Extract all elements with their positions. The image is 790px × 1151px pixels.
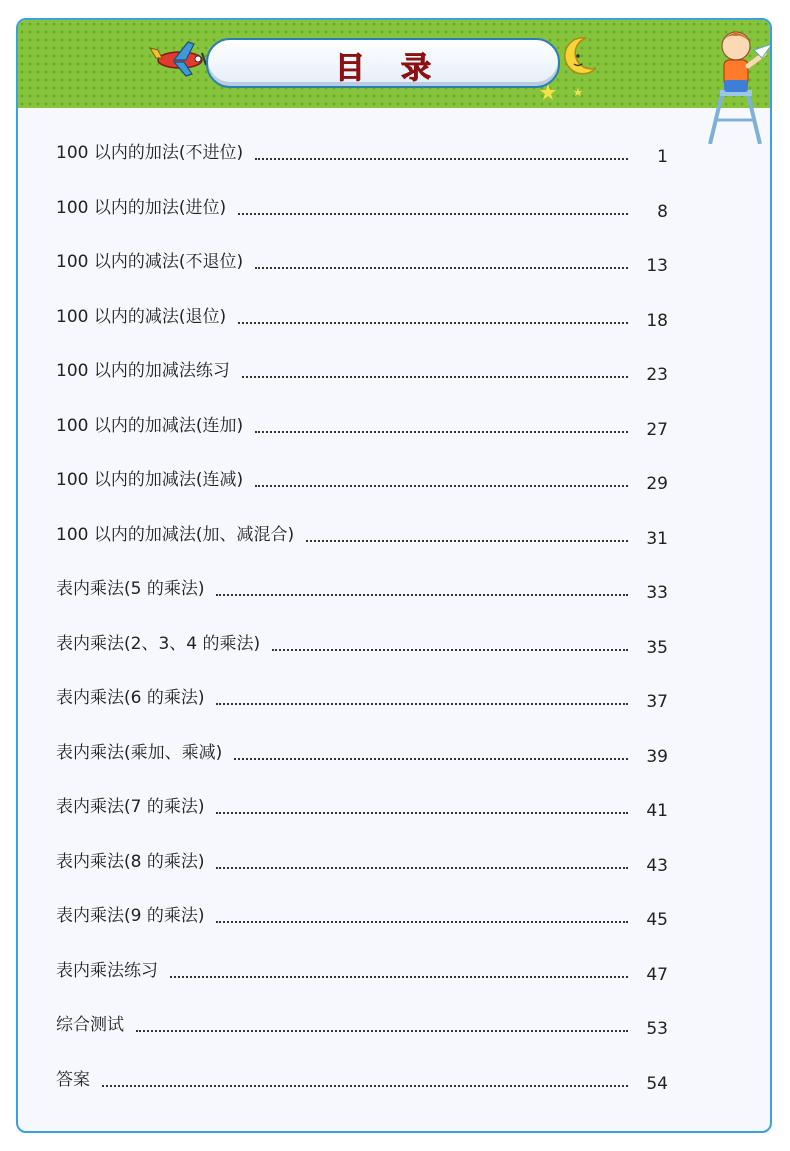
toc-entry-title: 100 以内的减法(不退位)	[56, 252, 244, 272]
toc-entry[interactable]	[56, 792, 668, 822]
toc-dot-leader	[136, 1030, 628, 1032]
toc-entry-title: 表内乘法(乘加、乘减)	[56, 742, 223, 763]
title-banner	[206, 38, 560, 88]
toc-dot-leader	[255, 158, 628, 160]
toc-entry[interactable]	[56, 629, 668, 659]
toc-entry-title: 综合测试	[56, 1015, 124, 1035]
toc-entry[interactable]	[56, 1065, 668, 1095]
toc-entry-title: 表内乘法练习	[56, 960, 158, 981]
toc-entry[interactable]	[56, 574, 668, 604]
toc-entry-title: 表内乘法(6 的乘法)	[56, 688, 205, 708]
toc-dot-leader	[255, 485, 628, 487]
toc-entry-page-number: 13	[646, 256, 668, 276]
toc-entry-page-number: 54	[646, 1073, 668, 1094]
toc-entry[interactable]	[56, 520, 668, 550]
toc-entry[interactable]	[56, 901, 668, 931]
toc-entry[interactable]	[56, 247, 668, 277]
toc-entry-page-number: 37	[646, 692, 668, 712]
toc-entry-page-number: 23	[646, 365, 668, 385]
toc-dot-leader	[216, 812, 628, 814]
toc-dot-leader	[216, 921, 628, 923]
toc-entry-title: 表内乘法(9 的乘法)	[56, 906, 205, 926]
toc-dot-leader	[238, 322, 628, 324]
toc-entry-title: 100 以内的减法(退位)	[56, 306, 227, 327]
toc-entry[interactable]	[56, 956, 668, 986]
toc-entry-page-number: 8	[657, 201, 668, 222]
toc-entry-title: 100 以内的加减法练习	[56, 361, 230, 381]
toc-entry-page-number: 53	[646, 1019, 668, 1039]
toc-entry-title: 表内乘法(5 的乘法)	[56, 579, 205, 599]
toc-entry[interactable]	[56, 683, 668, 713]
toc-entry-page-number: 35	[646, 637, 668, 658]
toc-entry[interactable]	[56, 411, 668, 441]
toc-dot-leader	[234, 758, 628, 760]
toc-entry[interactable]	[56, 138, 668, 168]
toc-entry-page-number: 31	[646, 528, 668, 549]
toc-dot-leader	[242, 376, 628, 378]
toc-entry-page-number: 41	[646, 801, 668, 821]
toc-dot-leader	[216, 867, 628, 869]
toc-entry-page-number: 1	[657, 147, 668, 167]
toc-dot-leader	[216, 594, 628, 596]
toc-entry-title: 表内乘法(8 的乘法)	[56, 851, 205, 872]
toc-entry-title: 100 以内的加法(不进位)	[56, 143, 244, 163]
star-icon	[538, 80, 598, 104]
toc-entry-page-number: 18	[646, 310, 668, 331]
page-title: 目录	[335, 51, 467, 86]
toc-dot-leader	[306, 540, 628, 542]
toc-dot-leader	[255, 267, 628, 269]
toc-entry-title: 答案	[56, 1069, 90, 1090]
toc-entry-title: 100 以内的加减法(加、减混合)	[56, 524, 295, 545]
header-band	[18, 20, 770, 108]
toc-entry[interactable]	[56, 193, 668, 223]
toc-entry-page-number: 43	[646, 855, 668, 876]
toc-entry[interactable]	[56, 1010, 668, 1040]
moon-icon	[556, 34, 600, 78]
boy-on-ladder-icon	[702, 24, 772, 144]
toc-dot-leader	[216, 703, 628, 705]
toc-entry[interactable]	[56, 738, 668, 768]
toc-dot-leader	[255, 431, 628, 433]
toc-entry[interactable]	[56, 847, 668, 877]
toc-entry-title: 表内乘法(7 的乘法)	[56, 797, 205, 817]
toc-entry-title: 表内乘法(2、3、4 的乘法)	[56, 633, 261, 654]
toc-entry-page-number: 29	[646, 474, 668, 494]
toc-dot-leader	[238, 213, 628, 215]
toc-entry-title: 100 以内的加减法(连减)	[56, 470, 244, 490]
toc-entry[interactable]	[56, 302, 668, 332]
toc-entry-title: 100 以内的加减法(连加)	[56, 415, 244, 436]
toc-entry-title: 100 以内的加法(进位)	[56, 197, 227, 218]
toc-entry-page-number: 27	[646, 419, 668, 440]
toc-entry-page-number: 39	[646, 746, 668, 767]
toc-entry[interactable]	[56, 465, 668, 495]
toc-entry-page-number: 33	[646, 583, 668, 603]
toc-entry[interactable]	[56, 356, 668, 386]
toc-entry-page-number: 47	[646, 964, 668, 985]
toc-dot-leader	[272, 649, 628, 651]
toc-entry-page-number: 45	[646, 910, 668, 930]
toc-dot-leader	[170, 976, 628, 978]
toc-dot-leader	[102, 1085, 628, 1087]
